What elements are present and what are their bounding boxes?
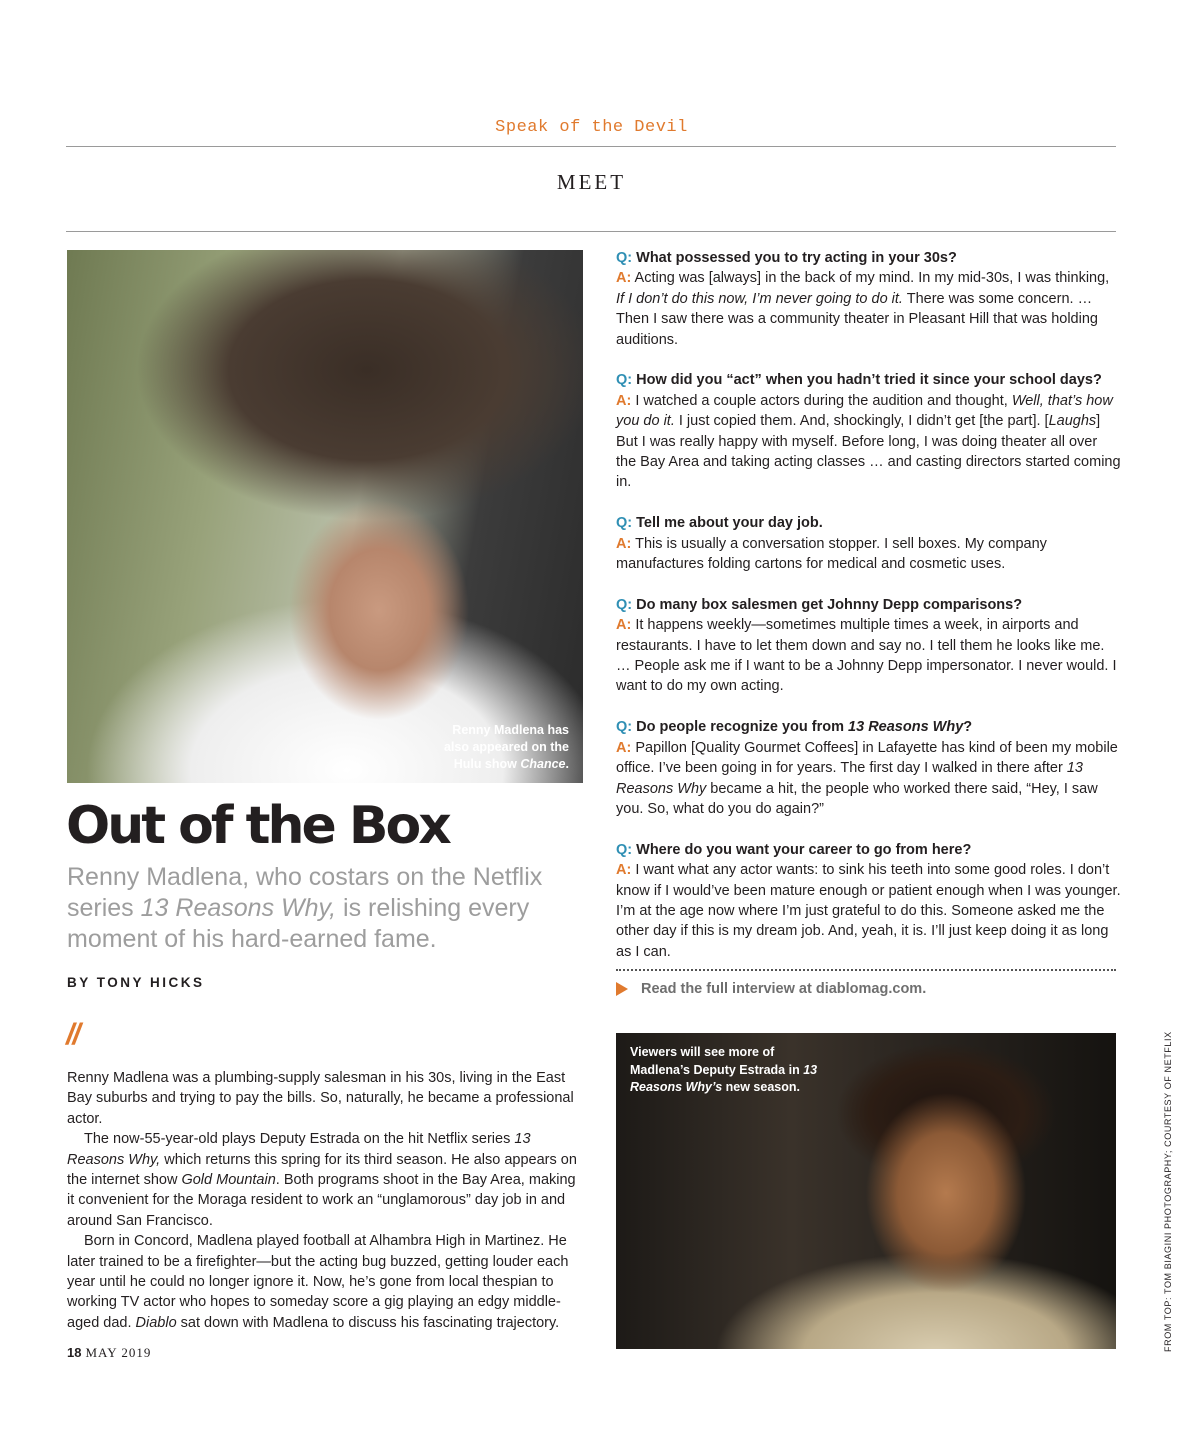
answer: A: This is usually a conversation stopper. I sell boxes. My company manufactures folding cartons for medical and cosmetic uses. (616, 535, 1047, 573)
caption-text: Renny Madlena has also appeared on the Hulu show (443, 723, 569, 771)
byline: BY TONY HICKS (67, 975, 205, 990)
answer: A: I want what any actor wants: to sink his teeth into some good roles. I don’t know if I would’ve been mature enough or patient enough when I was younger. I’m at the age now where I’m just grateful to do this. Someone asked me the other day if this is my dream job. And, yeah, it is. I’ll just keep doing it as long as I can. (616, 862, 1121, 960)
answer: A: Acting was [always] in the back of my mind. In my mid-30s, I was thinking, If I don’t do this now, I’m never going to do it. There was some concern. … Then I saw there was a community theater in Pleasant Hill that was holding auditions. (616, 270, 1110, 348)
slash-ornament: // (66, 1018, 79, 1051)
deck-text-end: is relishing every moment of his hard-earned fame. (67, 894, 530, 953)
question: Q: What possessed you to try acting in your 30s? (616, 250, 957, 266)
body-paragraph-2: The now-55-year-old plays Deputy Estrada on the hit Netflix series 13 Reasons Why, which returns this spring for its third season. He also appears on the internet show Gold Mountain. Both programs shoot in the Bay Area, making it convenient for the Moraga resident to work an “unglamorous” day job in and around San Francisco. (67, 1131, 577, 1229)
body-paragraph-3: Born in Concord, Madlena played football at Alhambra High in Martinez. He later trained to be a firefighter—but the acting bug buzzed, getting louder each year until he could no longer ignore it. Now, he’s gone from local thespian to working TV actor who hopes to someday score a gig playing an edgy middle-aged dad. Diablo sat down with Madlena to discuss his fascinating trajectory. (67, 1233, 569, 1331)
question: Q: Do many box salesmen get Johnny Depp comparisons? (616, 596, 1023, 613)
page-number: 18 (67, 1345, 82, 1360)
netflix-still-caption: Viewers will see more of Madlena’s Deputy Estrada in 13 Reasons Why’s new season. (630, 1045, 818, 1094)
caption-text-end: . (565, 757, 569, 771)
issue-date: MAY 2019 (85, 1345, 152, 1360)
qa-item (616, 248, 1121, 350)
question: Q: How did you “act” when you hadn’t tried it since your school days? (616, 372, 1102, 389)
netflix-still-photo (616, 1033, 1116, 1349)
article-headline: Out of the Box (66, 796, 449, 856)
question: Q: Where do you want your career to go from here? (616, 841, 972, 858)
deck-text: Renny Madlena, who costars on the Netflix series (67, 863, 543, 922)
qa-item (616, 513, 1121, 574)
body-paragraph-1: Renny Madlena was a plumbing-supply salesman in his 30s, living in the East Bay suburbs and trying to pay the bills. So, naturally, he became a professional actor. (67, 1070, 574, 1127)
read-more-label: Read the full interview at diablomag.com. (641, 981, 927, 997)
header-rule-top (66, 146, 1116, 147)
header-rule-bottom (66, 231, 1116, 232)
photo-credit: FROM TOP: TOM BIAGINI PHOTOGRAPHY; COURTESY OF NETFLIX (1163, 1031, 1173, 1352)
portrait-photo (67, 250, 583, 783)
read-more-link[interactable] (616, 981, 926, 997)
interview-qa (616, 248, 1121, 962)
answer: A: It happens weekly—sometimes multiple times a week, in airports and restaurants. I have to let them down and say no. I tell them he looks like me. … People ask me if I want to be a Johnny Depp impersonator. I never would. I want to do my own acting. (616, 617, 1117, 695)
page-footer (67, 1345, 151, 1361)
category-label: MEET (556, 170, 627, 194)
answer: A: I watched a couple actors during the audition and thought, Well, that’s how you do it. I just copied them. And, shockingly, I didn’t get [the part]. [Laughs] But I was really happy with myself. Before long, I was doing theater all over the Bay Area and taking acting classes … and casting directors started coming in. (616, 392, 1121, 491)
caption-show-title: Chance (520, 757, 566, 771)
play-arrow-icon (616, 982, 628, 996)
article-deck (67, 862, 567, 955)
qa-item (616, 595, 1121, 697)
deck-series-title: 13 Reasons Why, (140, 894, 337, 922)
answer: A: Papillon [Quality Gourmet Coffees] in Lafayette has kind of been my mobile office. I’ve been going in for years. The first day I walked in there after 13 Reasons Why became a hit, the people who worked there said, “Hey, I saw you. So, what do you do again?” (616, 739, 1118, 817)
qa-item (616, 370, 1121, 492)
section-title: Speak of the Devil (495, 118, 688, 137)
qa-item (616, 840, 1121, 962)
question: Q: Tell me about your day job. (616, 515, 823, 532)
dotted-divider (616, 969, 1116, 971)
question: Q: Do people recognize you from 13 Reasons Why? (616, 719, 973, 736)
article-body (67, 1068, 581, 1333)
portrait-photo-caption (429, 722, 569, 773)
qa-item (616, 717, 1121, 819)
